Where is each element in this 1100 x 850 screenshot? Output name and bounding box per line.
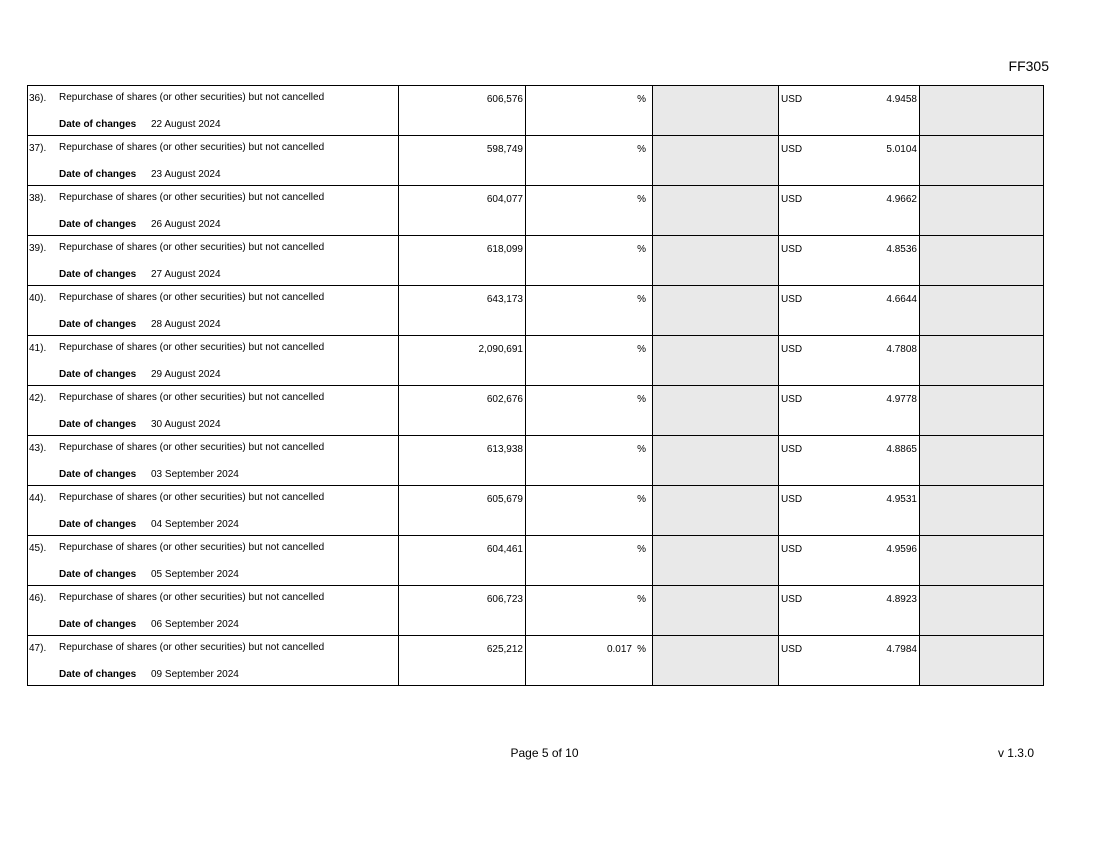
table-row (28, 86, 1044, 136)
shares-value: 602,676 (486, 394, 523, 405)
date-of-changes-label: Date of changes (59, 469, 137, 480)
price-cell (779, 86, 920, 136)
shares-cell (399, 186, 526, 236)
row-description: Repurchase of shares (or other securities) but not cancelled (59, 192, 325, 203)
price-cell (779, 236, 920, 286)
row-number: 39). (29, 243, 47, 254)
description-cell (28, 486, 399, 536)
price-value: 4.8865 (886, 444, 917, 455)
shares-value: 606,723 (486, 594, 523, 605)
percent-cell (526, 236, 653, 286)
price-cell (779, 186, 920, 236)
percent-cell (526, 536, 653, 586)
description-cell (28, 136, 399, 186)
price-value: 4.9596 (886, 544, 917, 555)
shares-cell (399, 636, 526, 686)
date-of-changes-label: Date of changes (59, 419, 137, 430)
percent-cell (526, 286, 653, 336)
date-of-changes-label: Date of changes (59, 669, 137, 680)
shares-value: 604,077 (486, 194, 523, 205)
date-of-changes-value: 09 September 2024 (151, 669, 239, 680)
date-of-changes-value: 30 August 2024 (151, 419, 221, 430)
table-row (28, 336, 1044, 386)
shares-value: 606,576 (486, 94, 523, 105)
shares-cell (399, 86, 526, 136)
row-number: 38). (29, 193, 47, 204)
date-of-changes-value: 22 August 2024 (151, 119, 221, 130)
row-description: Repurchase of shares (or other securities) but not cancelled (59, 142, 325, 153)
row-description: Repurchase of shares (or other securities) but not cancelled (59, 492, 325, 503)
price-value: 5.0104 (886, 144, 917, 155)
currency-code: USD (781, 94, 803, 105)
description-cell (28, 536, 399, 586)
shaded-cell (653, 236, 779, 286)
row-description: Repurchase of shares (or other securities) but not cancelled (59, 292, 325, 303)
row-number: 43). (29, 443, 47, 454)
price-cell (779, 286, 920, 336)
version-label: v 1.3.0 (997, 746, 1034, 760)
shaded-cell-right (920, 586, 1044, 636)
currency-code: USD (781, 344, 803, 355)
percent-cell (526, 586, 653, 636)
price-value: 4.9662 (886, 194, 917, 205)
shares-cell (399, 236, 526, 286)
price-cell (779, 336, 920, 386)
shaded-cell (653, 636, 779, 686)
description-cell (28, 186, 399, 236)
date-of-changes-value: 06 September 2024 (151, 619, 239, 630)
date-of-changes-label: Date of changes (59, 319, 137, 330)
price-value: 4.9458 (886, 94, 917, 105)
percent-sign: % (637, 244, 646, 255)
shares-value: 605,679 (486, 494, 523, 505)
currency-code: USD (781, 644, 803, 655)
price-value: 4.7984 (886, 644, 917, 655)
shares-value: 618,099 (486, 244, 523, 255)
row-description: Repurchase of shares (or other securities) but not cancelled (59, 442, 325, 453)
shares-cell (399, 386, 526, 436)
page-number: Page 5 of 10 (510, 746, 579, 760)
row-number: 37). (29, 143, 47, 154)
shares-cell (399, 486, 526, 536)
shaded-cell-right (920, 186, 1044, 236)
table-row (28, 186, 1044, 236)
percent-cell (526, 436, 653, 486)
currency-code: USD (781, 494, 803, 505)
price-cell (779, 136, 920, 186)
shaded-cell (653, 186, 779, 236)
percent-sign: % (637, 344, 646, 355)
price-cell (779, 586, 920, 636)
row-number: 40). (29, 293, 47, 304)
description-cell (28, 586, 399, 636)
date-of-changes-value: 29 August 2024 (151, 369, 221, 380)
shaded-cell (653, 286, 779, 336)
shares-cell (399, 336, 526, 386)
shares-value: 625,212 (486, 644, 523, 655)
description-cell (28, 236, 399, 286)
date-of-changes-value: 03 September 2024 (151, 469, 239, 480)
date-of-changes-value: 23 August 2024 (151, 169, 221, 180)
percent-sign: % (637, 194, 646, 205)
shaded-cell-right (920, 336, 1044, 386)
price-cell (779, 436, 920, 486)
row-description: Repurchase of shares (or other securities) but not cancelled (59, 342, 325, 353)
shaded-cell (653, 336, 779, 386)
shaded-cell (653, 86, 779, 136)
price-value: 4.6644 (886, 294, 917, 305)
shaded-cell-right (920, 236, 1044, 286)
date-of-changes-label: Date of changes (59, 569, 137, 580)
row-number: 42). (29, 393, 47, 404)
row-number: 44). (29, 493, 47, 504)
shaded-cell-right (920, 386, 1044, 436)
price-value: 4.9778 (886, 394, 917, 405)
currency-code: USD (781, 444, 803, 455)
price-value: 4.8536 (886, 244, 917, 255)
date-of-changes-label: Date of changes (59, 219, 137, 230)
shaded-cell-right (920, 636, 1044, 686)
date-of-changes-label: Date of changes (59, 519, 137, 530)
row-description: Repurchase of shares (or other securities) but not cancelled (59, 592, 325, 603)
shaded-cell (653, 536, 779, 586)
shares-value: 2,090,691 (478, 344, 523, 355)
shares-cell (399, 536, 526, 586)
description-cell (28, 336, 399, 386)
percent-sign: % (637, 394, 646, 405)
percent-sign: % (637, 444, 646, 455)
percent-sign: % (637, 94, 646, 105)
table-row (28, 136, 1044, 186)
percent-cell (526, 186, 653, 236)
row-description: Repurchase of shares (or other securities) but not cancelled (59, 242, 325, 253)
table-row (28, 386, 1044, 436)
repurchase-table (27, 85, 1044, 686)
currency-code: USD (781, 144, 803, 155)
price-cell (779, 636, 920, 686)
row-description: Repurchase of shares (or other securities) but not cancelled (59, 642, 325, 653)
description-cell (28, 86, 399, 136)
row-number: 36). (29, 93, 47, 104)
shaded-cell (653, 586, 779, 636)
description-cell (28, 636, 399, 686)
price-cell (779, 386, 920, 436)
table-row (28, 536, 1044, 586)
shares-cell (399, 586, 526, 636)
form-code: FF305 (1008, 58, 1049, 74)
percent-cell (526, 636, 653, 686)
table-row (28, 636, 1044, 686)
shares-cell (399, 136, 526, 186)
percent-value: 0.017 (606, 644, 632, 655)
shaded-cell-right (920, 486, 1044, 536)
shaded-cell (653, 436, 779, 486)
row-number: 46). (29, 593, 47, 604)
currency-code: USD (781, 394, 803, 405)
currency-code: USD (781, 294, 803, 305)
date-of-changes-label: Date of changes (59, 119, 137, 130)
date-of-changes-value: 26 August 2024 (151, 219, 221, 230)
row-description: Repurchase of shares (or other securities) but not cancelled (59, 92, 325, 103)
percent-cell (526, 86, 653, 136)
table-row (28, 586, 1044, 636)
shares-value: 598,749 (486, 144, 523, 155)
price-cell (779, 536, 920, 586)
table-body (28, 86, 1044, 686)
date-of-changes-label: Date of changes (59, 619, 137, 630)
shares-cell (399, 436, 526, 486)
shaded-cell-right (920, 436, 1044, 486)
shaded-cell-right (920, 136, 1044, 186)
price-value: 4.8923 (886, 594, 917, 605)
percent-sign: % (637, 644, 646, 655)
row-number: 45). (29, 543, 47, 554)
price-value: 4.9531 (886, 494, 917, 505)
description-cell (28, 286, 399, 336)
price-cell (779, 486, 920, 536)
date-of-changes-value: 04 September 2024 (151, 519, 239, 530)
shares-value: 643,173 (486, 294, 523, 305)
currency-code: USD (781, 594, 803, 605)
description-cell (28, 436, 399, 486)
percent-sign: % (637, 544, 646, 555)
shares-value: 613,938 (486, 444, 523, 455)
table-row (28, 486, 1044, 536)
percent-cell (526, 336, 653, 386)
date-of-changes-value: 27 August 2024 (151, 269, 221, 280)
shares-value: 604,461 (486, 544, 523, 555)
currency-code: USD (781, 244, 803, 255)
percent-sign: % (637, 494, 646, 505)
shaded-cell-right (920, 86, 1044, 136)
shaded-cell (653, 386, 779, 436)
date-of-changes-label: Date of changes (59, 269, 137, 280)
row-description: Repurchase of shares (or other securities) but not cancelled (59, 542, 325, 553)
description-cell (28, 386, 399, 436)
date-of-changes-value: 05 September 2024 (151, 569, 239, 580)
currency-code: USD (781, 194, 803, 205)
table-row (28, 286, 1044, 336)
price-value: 4.7808 (886, 344, 917, 355)
currency-code: USD (781, 544, 803, 555)
shaded-cell (653, 486, 779, 536)
percent-sign: % (637, 594, 646, 605)
table-row (28, 436, 1044, 486)
shaded-cell (653, 136, 779, 186)
shaded-cell-right (920, 286, 1044, 336)
date-of-changes-label: Date of changes (59, 169, 137, 180)
percent-sign: % (637, 144, 646, 155)
row-description: Repurchase of shares (or other securities) but not cancelled (59, 392, 325, 403)
percent-sign: % (637, 294, 646, 305)
table-row (28, 236, 1044, 286)
shaded-cell-right (920, 536, 1044, 586)
row-number: 47). (29, 643, 47, 654)
percent-cell (526, 136, 653, 186)
date-of-changes-value: 28 August 2024 (151, 319, 221, 330)
shares-cell (399, 286, 526, 336)
row-number: 41). (29, 343, 47, 354)
date-of-changes-label: Date of changes (59, 369, 137, 380)
percent-cell (526, 386, 653, 436)
percent-cell (526, 486, 653, 536)
